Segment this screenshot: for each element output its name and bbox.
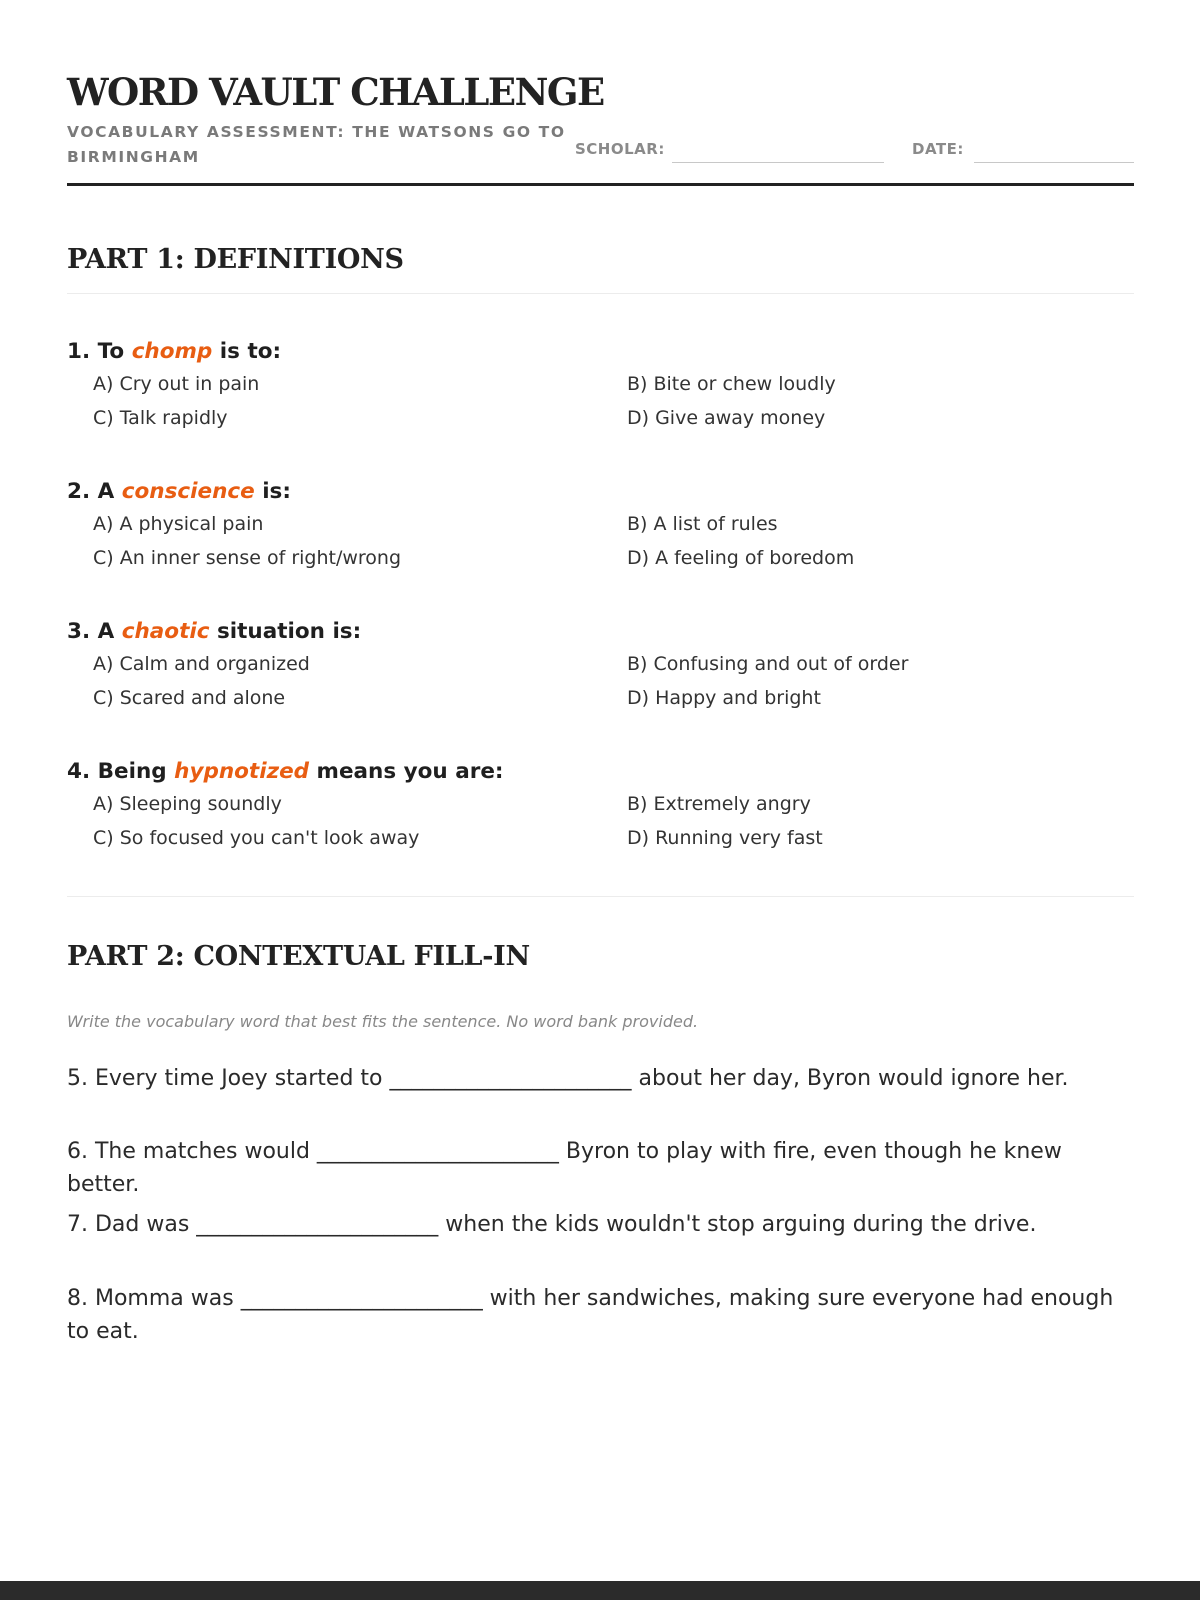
scholar-field[interactable] [672,162,884,163]
option-b[interactable]: B) Extremely angry [627,793,811,815]
date-field[interactable] [974,162,1134,163]
option-d[interactable]: D) A feeling of boredom [627,547,855,569]
question-2 [67,477,1134,581]
fill-in-item-5[interactable]: 5. Every time Joey started to ______________________ about her day, Byron would ignore her. [67,1066,1069,1091]
fill-in-item-8[interactable]: 8. Momma was ______________________ with her sandwiches, making sure everyone had enough to eat. [67,1286,1114,1344]
question-stem: 2. A conscience is: [67,479,291,504]
part-divider [67,896,1134,897]
option-a[interactable]: A) A physical pain [93,513,264,535]
answer-options [67,371,1134,441]
page-subtitle: VOCABULARY ASSESSMENT: THE WATSONS GO TO BIRMINGHAM [67,123,566,166]
vocab-word: chomp [131,339,213,364]
part1-heading: PART 1: DEFINITIONS [67,244,404,275]
header-divider [67,183,1134,186]
scholar-label: SCHOLAR: [575,140,665,158]
answer-options [67,791,1134,861]
option-c[interactable]: C) So focused you can't look away [93,827,420,849]
question-stem: 3. A chaotic situation is: [67,619,362,644]
option-a[interactable]: A) Calm and organized [93,653,310,675]
answer-options [67,651,1134,721]
page-title: WORD VAULT CHALLENGE [67,70,604,114]
answer-options [67,511,1134,581]
question-3 [67,617,1134,721]
question-stem: 1. To chomp is to: [67,339,282,364]
option-a[interactable]: A) Sleeping soundly [93,793,282,815]
option-c[interactable]: C) Scared and alone [93,687,286,709]
option-a[interactable]: A) Cry out in pain [93,373,260,395]
date-label: DATE: [912,140,964,158]
part2-heading: PART 2: CONTEXTUAL FILL-IN [67,941,530,972]
vocab-word: chaotic [121,619,210,644]
question-4 [67,757,1134,861]
option-c[interactable]: C) An inner sense of right/wrong [93,547,402,569]
fill-in-item-6[interactable]: 6. The matches would ______________________ Byron to play with fire, even though he knew better. [67,1139,1062,1197]
option-c[interactable]: C) Talk rapidly [93,407,228,429]
option-d[interactable]: D) Happy and bright [627,687,821,709]
option-b[interactable]: B) A list of rules [627,513,778,535]
part2-instructions: Write the vocabulary word that best fits the sentence. No word bank provided. [67,1012,699,1031]
option-d[interactable]: D) Give away money [627,407,826,429]
option-b[interactable]: B) Bite or chew loudly [627,373,836,395]
vocab-word: hypnotized [174,759,310,784]
option-d[interactable]: D) Running very fast [627,827,823,849]
question-1 [67,337,1134,441]
question-stem: 4. Being hypnotized means you are: [67,759,504,784]
vocab-word: conscience [121,479,255,504]
part1-divider [67,293,1134,294]
footer-bar [0,1581,1200,1600]
fill-in-item-7[interactable]: 7. Dad was ______________________ when the kids wouldn't stop arguing during the drive. [67,1212,1037,1237]
option-b[interactable]: B) Confusing and out of order [627,653,909,675]
